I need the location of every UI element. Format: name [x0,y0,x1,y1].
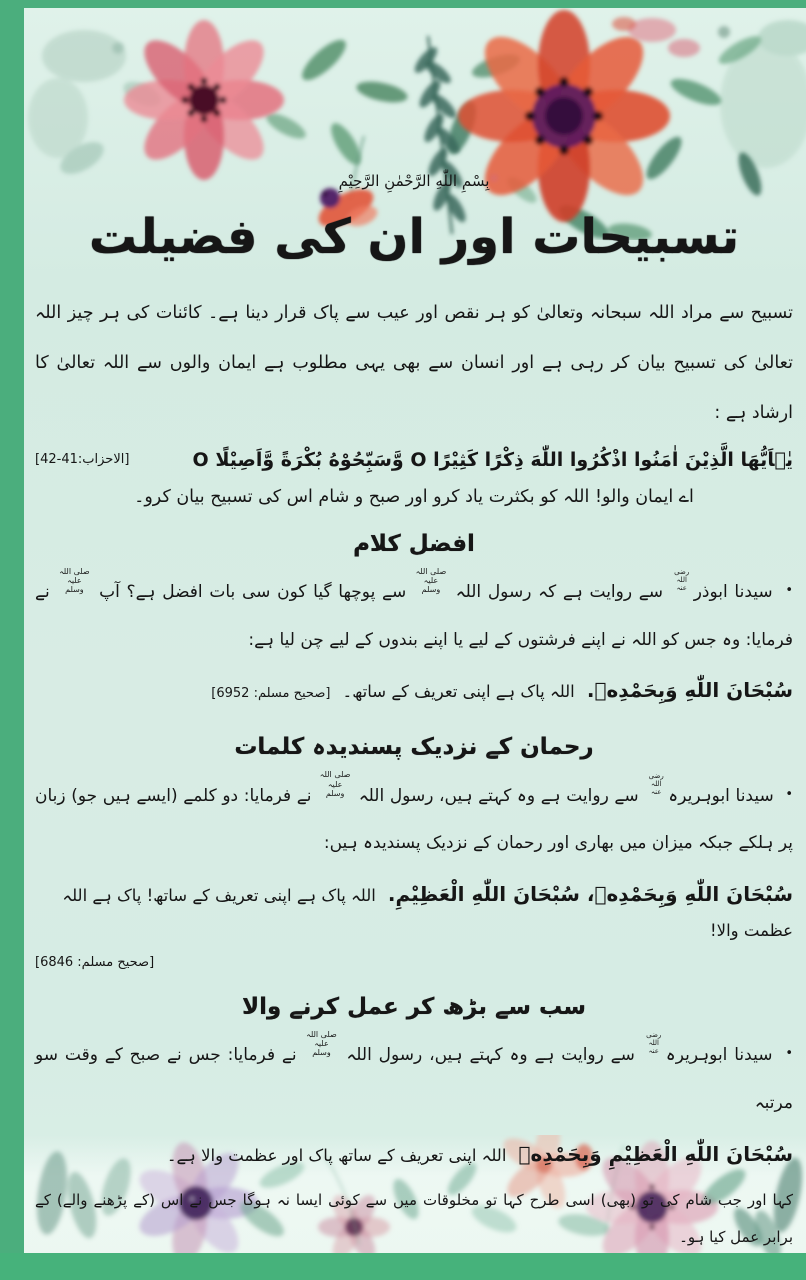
honorific-ra: رضی اللہ عنہ [648,771,664,796]
honorific-saw: صلی اللہ علیہ وسلم [59,566,90,595]
dhikr-translation-1: اللہ پاک ہے اپنی تعریف کے ساتھ۔ [342,682,575,702]
honorific-saw: صلی اللہ علیہ وسلم [415,566,447,595]
page-content [24,172,806,1280]
section-heading-afzal-kalaam: افضل کلام [353,530,475,557]
intro-paragraph: تسبیح سے مراد اللہ سبحانہ وتعالیٰ کو ہر نقص اور عیب سے پاک قرار دینا ہے۔ کائنات کی ہر چیز اللہ تعالیٰ کی تسبیح بیان کر رہی ہے اور انسان سے بھی یہی مطلوب ہے ایمان والوں سے اللہ تعالیٰ کا ارشاد ہے : [35,303,793,423]
page-border-bottom [0,1253,806,1280]
page-border-top [0,0,806,8]
dhikr-line-3 [35,1134,793,1174]
honorific-ra: رضی اللہ عنہ [674,568,690,593]
hadith-reference-1: [صحیح مسلم: 6952] [211,686,331,702]
bullet-marker: • [785,786,794,802]
bullet-marker: • [785,1046,793,1062]
quran-verse-line [35,449,793,471]
narration-text-1: سیدنا ابوذررضی اللہ عنہ سے روایت ہے کہ رسول اللہ صلی اللہ علیہ وسلم سے پوچھا گیا کون سی بات افضل ہے؟ آپ صلی اللہ علیہ وسلم نے فرمایا: وہ جس کو اللہ نے اپنے فرشتوں کے لیے یا اپنے بندوں کے لیے چن لیا ہے: [35,566,793,650]
dhikr-arabic-1: سُبْحَانَ اللّٰهِ وَبِحَمْدِهٖ. [586,678,793,703]
bullet-marker: • [785,583,794,599]
dhikr-arabic-2: سُبْحَانَ اللّٰهِ وَبِحَمْدِهٖ، سُبْحَانَ اللّٰهِ الْعَظِيْمِ. [387,881,793,906]
dhikr-line-2 [35,874,793,947]
dhikr-line-1 [35,670,793,710]
quran-verse-arabic: يٰۤاَيُّهَا الَّذِيْنَ اٰمَنُوا اذْكُرُوا اللّٰهَ ذِكْرًا كَثِيْرًا O وَّسَبِّحُوْهُ بُكْرَةً وَّاَصِيْلًا O [192,448,793,471]
dhikr-translation-3: اللہ اپنی تعریف کے ساتھ پاک اور عظمت والا ہے۔ [166,1145,507,1165]
section-heading-sab-se-barh-kar: سب سے بڑھ کر عمل کرنے والا [241,993,587,1020]
bismillah-text: بِسْمِ اللّٰهِ الرَّحْمٰنِ الرَّحِيْمِ [338,172,490,190]
quran-verse-reference: [الاحزاب:41-42] [35,452,130,468]
hadith-reference-2: [صحیح مسلم: 6846] [35,954,155,970]
narration-text-2: سیدنا ابوہریرہرضی اللہ عنہ سے روایت ہے وہ کہتے ہیں، رسول اللہ صلی اللہ علیہ وسلم نے فرمایا: دو کلمے (ایسے ہیں جو) زبان پر ہلکے جبکہ میزان میں بھاری اور رحمان کے نزدیک پسندیدہ ہیں: [35,770,793,854]
honorific-saw: صلی اللہ علیہ وسلم [306,1029,337,1058]
quran-verse-translation: اے ایمان والو! اللہ کو بکثرت یاد کرو اور صبح و شام اس کی تسبیح بیان کرو۔ [134,486,694,507]
dhikr-arabic-3: سُبْحَانَ اللّٰهِ الْعَظِيْمِ وَبِحَمْدِهٖ [518,1141,793,1166]
narration-text-3: سیدنا ابوہریرہرضی اللہ عنہ سے روایت ہے وہ کہتے ہیں، رسول اللہ صلی اللہ علیہ وسلم نے فرمایا: جس نے صبح کے وقت سو مرتبہ [35,1029,793,1113]
hadith-continuation-3: کہا اور جب شام کی تو (بھی) اسی طرح کہا تو مخلوقات میں سے کوئی ایسا نہ ہوگا جس نے اس (کے پڑھنے والے) کے برابر عمل کیا ہو۔ [35,1190,793,1246]
section-heading-pasandida-kalimat: رحمان کے نزدیک پسندیدہ کلمات [234,734,594,761]
hadith-narration-2 [35,770,793,868]
honorific-ra: رضی اللہ عنہ [646,1031,662,1056]
hadith-narration-3 [35,1030,793,1128]
honorific-saw: صلی اللہ علیہ وسلم [319,770,351,798]
hadith-narration-1 [35,567,793,665]
page-border-left [0,0,24,1280]
dhikr-translation-2: اللہ پاک ہے اپنی تعریف کے ساتھ! پاک ہے اللہ عظمت والا! [62,885,793,940]
page-title: تسبیحات اور ان کی فضیلت [88,209,740,265]
